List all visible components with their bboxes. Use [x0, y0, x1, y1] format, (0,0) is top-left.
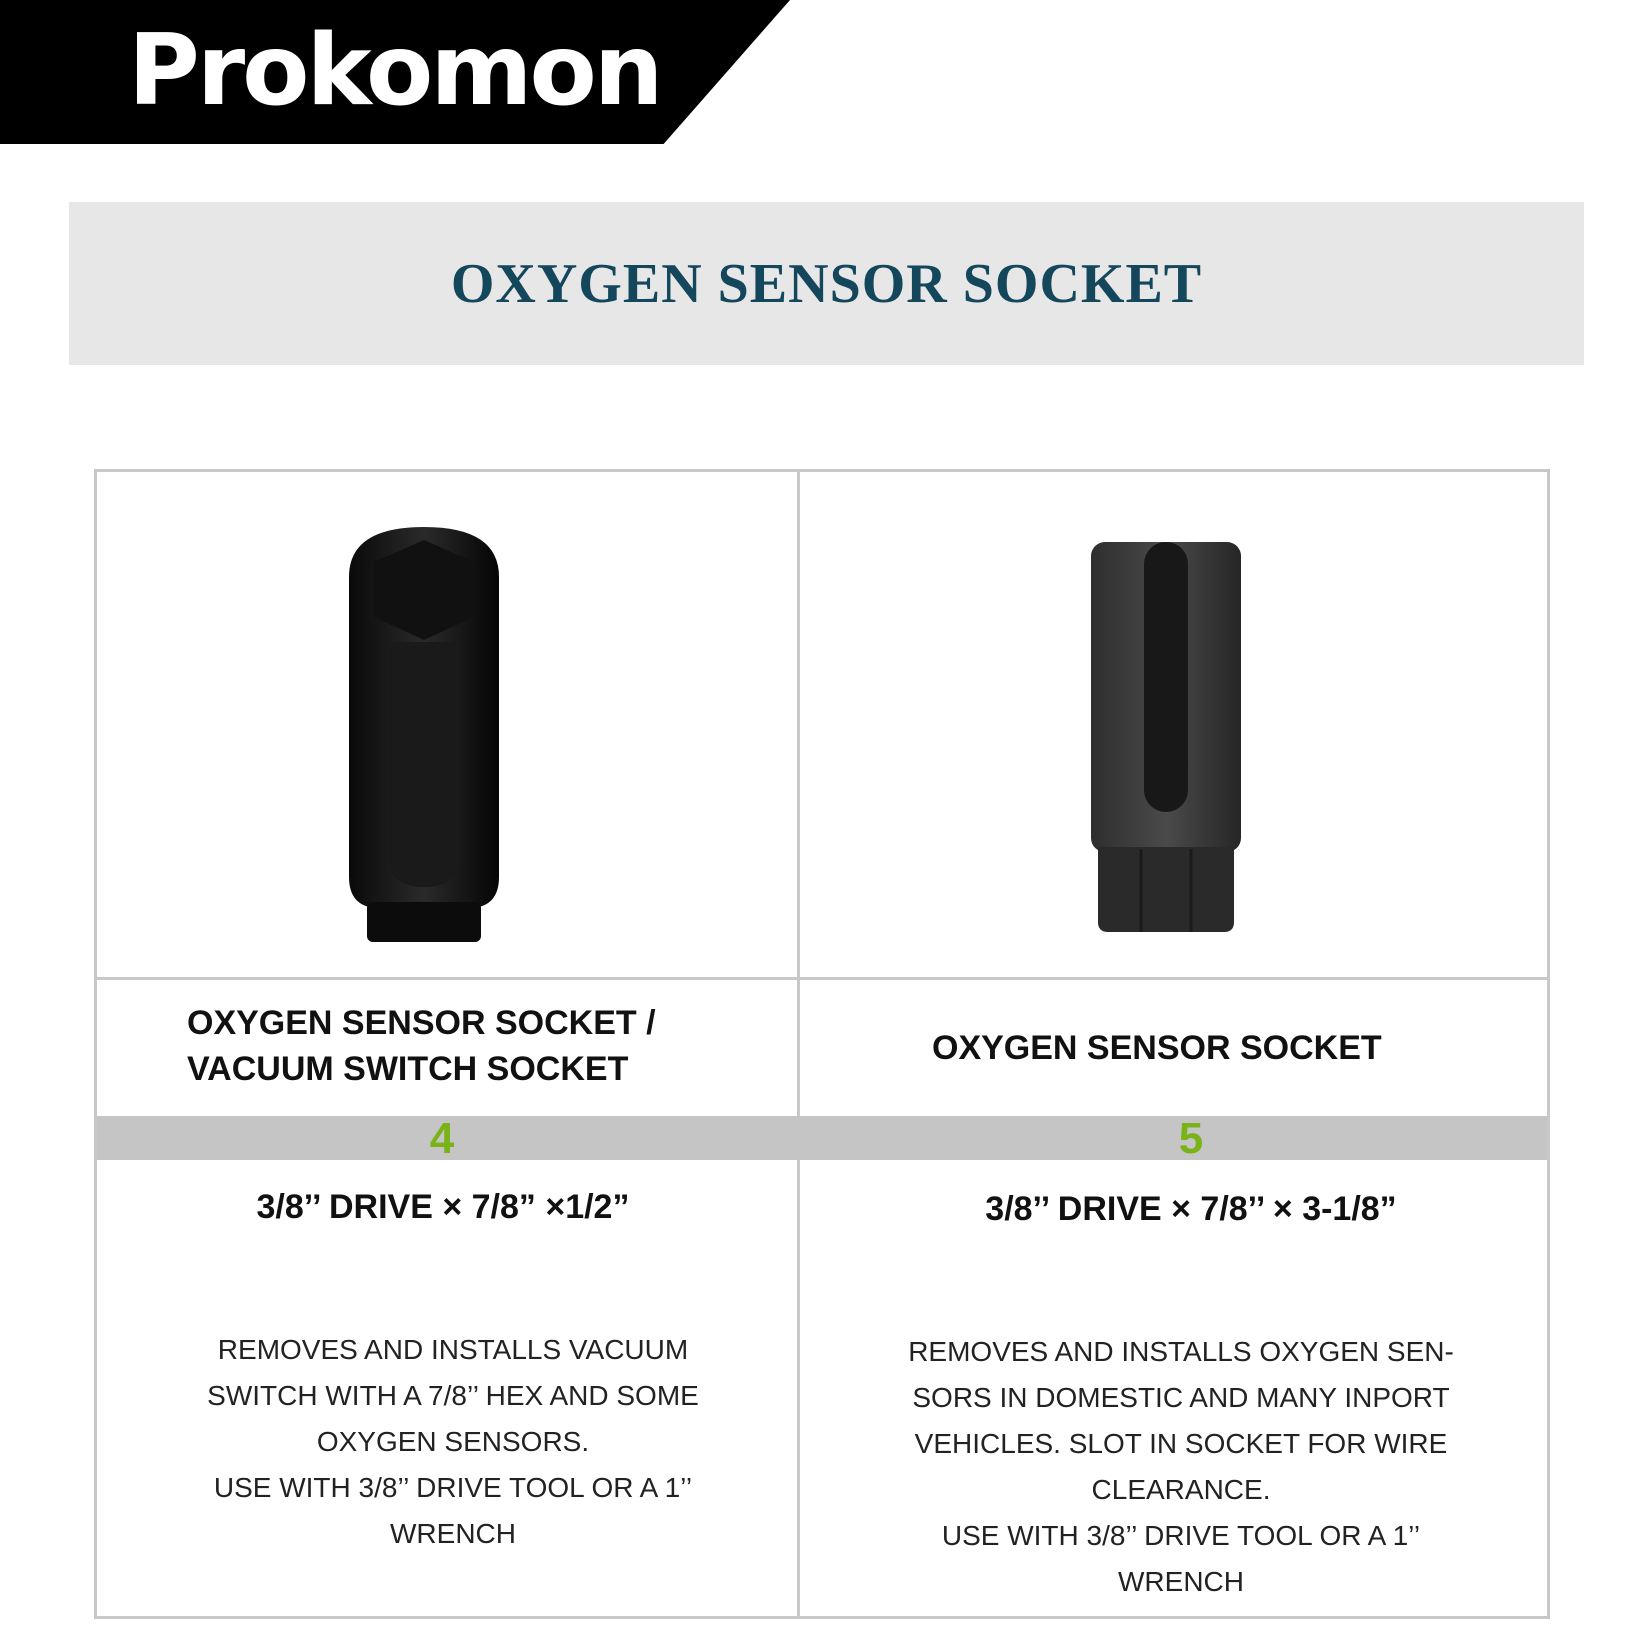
title-banner — [69, 202, 1584, 365]
product-5-number: 5 — [1178, 1114, 1204, 1163]
description-line: REMOVES AND INSTALLS OXYGEN SEN- — [908, 1336, 1454, 1367]
description-line: USE WITH 3/8’’ DRIVE TOOL OR A 1’’ — [941, 1520, 1421, 1551]
product-4-name — [187, 1000, 656, 1092]
product-4-number: 4 — [429, 1114, 455, 1163]
description-line: SWITCH WITH A 7/8’’ HEX AND SOME — [207, 1380, 699, 1411]
product-5-name: OXYGEN SENSOR SOCKET — [932, 1029, 1382, 1067]
oxygen-vacuum-socket-image — [339, 522, 509, 947]
product-4-name-line2: VACUUM SWITCH SOCKET — [187, 1050, 629, 1088]
number-band — [97, 1114, 1547, 1163]
page-title: OXYGEN SENSOR SOCKET — [450, 252, 1203, 315]
product-5-description — [881, 1329, 1481, 1605]
description-line: USE WITH 3/8’’ DRIVE TOOL OR A 1’’ — [213, 1472, 693, 1503]
row-divider — [97, 977, 1547, 980]
column-divider — [797, 472, 800, 1616]
description-line: WRENCH — [1118, 1566, 1244, 1597]
description-line: OXYGEN SENSORS. — [316, 1426, 590, 1457]
description-line: SORS IN DOMESTIC AND MANY INPORT — [912, 1382, 1450, 1413]
description-line: CLEARANCE. — [1091, 1474, 1271, 1505]
product-5-size: 3/8’’ DRIVE × 7/8’’ × 3-1/8” — [985, 1190, 1397, 1228]
description-line: VEHICLES. SLOT IN SOCKET FOR WIRE — [914, 1428, 1448, 1459]
description-line: WRENCH — [390, 1518, 516, 1549]
brand-logo: Prokomon — [128, 14, 661, 128]
product-4-size: 3/8’’ DRIVE × 7/8” ×1/2” — [256, 1188, 630, 1226]
oxygen-sensor-socket-image — [1086, 537, 1246, 937]
product-4-description — [153, 1327, 753, 1557]
product-comparison-grid — [94, 469, 1550, 1619]
description-line: REMOVES AND INSTALLS VACUUM — [217, 1334, 689, 1365]
product-4-name-line1: OXYGEN SENSOR SOCKET / — [187, 1004, 656, 1042]
